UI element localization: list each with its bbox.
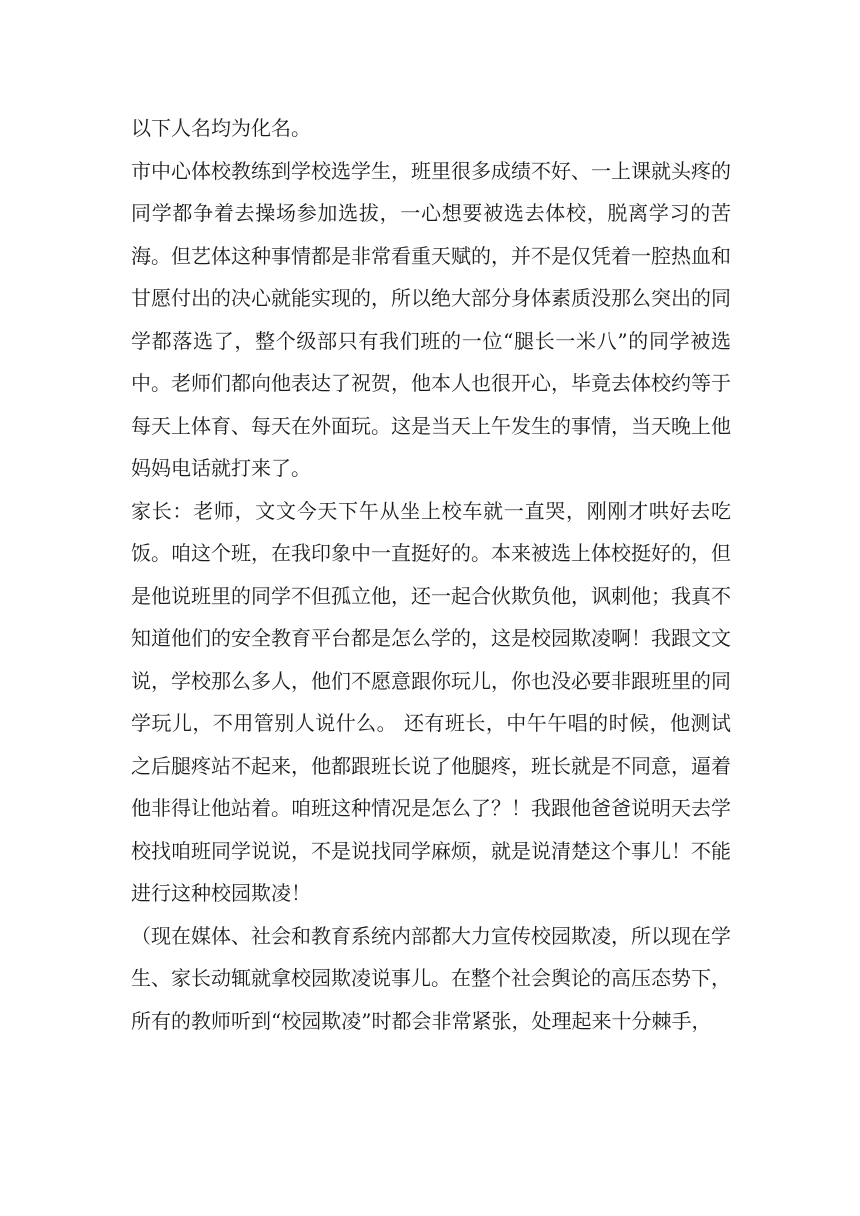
paragraph-parent-call: 家长：老师，文文今天下午从坐上校车就一直哭，刚刚才哄好去吃饭。咱这个班，在我印象中一直挺好的。本来被选上体校挺好的，但是他说班里的同学不但孤立他，还一起合伙欺负他，讽刺他；我真不知道他们的安全教育平台都是怎么学的，这是校园欺凌啊！我跟文文说，学校那么多人，他们不愿意跟你玩儿，你也没必要非跟班里的同学玩儿，不用管别人说什么。 还有班长，中午午唱的时候，他测试之后腿疼站不起来，他都跟班长说了他腿疼，班长就是不同意，逼着他非得让他站着。咱班这种情况是怎么了？！我跟他爸爸说明天去学校找咱班同学说说，不是说找同学麻烦，就是说清楚这个事儿！不能进行这种校园欺凌！ [131, 498, 731, 905]
paragraph-sports-school-selection: 市中心体校教练到学校选学生，班里很多成绩不好、一上课就头疼的同学都争着去操场参加选拔，一心想要被选去体校，脱离学习的苦海。但艺体这种事情都是非常看重天赋的，并不是仅凭着一腔热血和甘愿付出的决心就能实现的，所以绝大部分身体素质没那么突出的同学都落选了，整个级部只有我们班的一位“腿长一米八”的同学被选中。老师们都向他表达了祝贺，他本人也很开心，毕竟去体校约等于每天上体育、每天在外面玩。这是当天上午发生的事情，当天晚上他妈妈电话就打来了。 [131, 158, 731, 480]
paragraph-pseudonym-note: 以下人名均为化名。 [131, 116, 311, 140]
paragraph-commentary: （现在媒体、社会和教育系统内部都大力宣传校园欺凌，所以现在学生、家长动辄就拿校园欺凌说事儿。在整个社会舆论的高压态势下，所有的教师听到“校园欺凌”时都会非常紧张，处理起来十分棘手， [131, 923, 731, 1033]
document-body [131, 107, 731, 1042]
